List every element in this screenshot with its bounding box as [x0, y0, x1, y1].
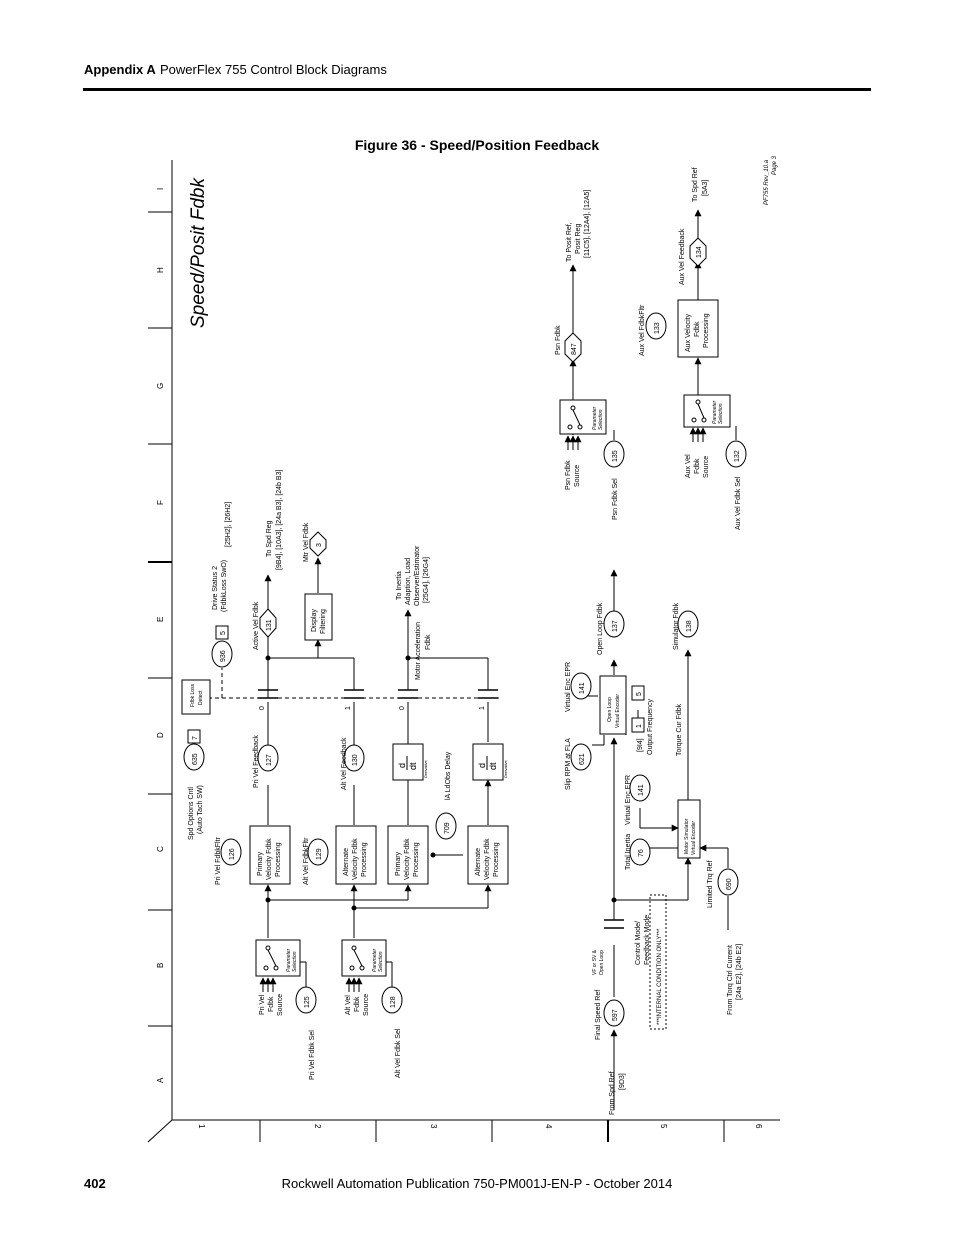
param-126-text: 126 — [229, 848, 236, 860]
motor-accel-fdbk-line1: Motor Acceleration — [415, 622, 422, 680]
to-spd-ref-line2: [5A3] — [702, 179, 709, 196]
from-spd-ref-line1: From Spd Ref — [609, 1071, 616, 1115]
display-filtering-box — [305, 594, 332, 640]
param-135-text: 135 — [612, 450, 619, 462]
col-label-4: 4 — [544, 1124, 553, 1129]
open-loop-fdbk-label: Open Loop Fdbk — [597, 602, 604, 655]
display-filtering-line1: Display — [311, 609, 318, 632]
alt-vel-fdbk-selector — [342, 940, 386, 976]
alternate-derivative-box — [473, 744, 508, 780]
header-appendix: Appendix A — [84, 62, 156, 77]
alt-vel-feedback-label: Alt Vel Feedback — [341, 737, 348, 790]
aux-vel-fdbk-source-line3: Source — [703, 455, 710, 478]
param-1-text: 1 — [636, 724, 643, 728]
alt-vel-fdbk-sel-label: Alt Vel Fdbk Sel — [395, 1028, 402, 1078]
alt-sel-param-label: Parameter — [372, 948, 378, 972]
parameter-diamonds — [260, 238, 706, 637]
output-frequency-line2: Output Frequency — [647, 698, 654, 755]
switch-label-0-accel: 0 — [399, 706, 406, 710]
alternate-accel-line2: Velocity Fdbk — [484, 838, 491, 880]
row-label-g: G — [156, 382, 165, 389]
param-133-text: 133 — [654, 322, 661, 334]
alternate-accel-line3: Processing — [493, 842, 500, 877]
fdbk-loss-line1: Fdbk Loss — [190, 683, 196, 707]
param-597-text: 597 — [612, 1009, 619, 1021]
open-loop-virtual-encoder-box — [600, 676, 626, 734]
alternate-ddt-dt: dt — [488, 762, 498, 770]
to-inertia-line1: To Inertia — [396, 571, 403, 600]
open-loop-ve-line2: Virtual Encoder — [615, 693, 621, 728]
primary-proc-line1: Primary — [257, 851, 264, 876]
pri-vel-fdbk-source-1: Pri Vel — [259, 994, 266, 1015]
primary-ddt-dt: dt — [408, 762, 418, 770]
alternate-proc-line3: Processing — [361, 842, 368, 877]
param-128-text: 128 — [390, 996, 397, 1008]
virtual-enc-epr-label-2: Virtual Enc EPR — [565, 661, 572, 712]
pri-sel-selection-label: Selection — [292, 951, 298, 972]
sheet-label: Page 3 — [772, 155, 778, 175]
psn-fdbk-sel-label: Psn Fdbk Sel — [612, 478, 619, 520]
row-label-c: C — [156, 846, 165, 852]
pri-vel-fdbk-source-2: Fdbk — [268, 996, 275, 1012]
output-frequency-line1: [9I4] — [637, 738, 644, 752]
simulator-fdbk-label: Simulator Fdbk — [673, 602, 680, 650]
primary-accel-line2: Velocity Fdbk — [404, 838, 411, 880]
alternate-proc-line1: Alternate — [343, 847, 350, 876]
alternate-ddt-d: d — [477, 762, 487, 768]
to-posit-ref-line1: To Posit Ref, — [566, 222, 573, 262]
alt-vel-fdbk-source-3: Source — [363, 993, 370, 1016]
alt-sel-selection-label: Selection — [378, 951, 384, 972]
row-label-i: I — [156, 187, 165, 190]
param-134-text: 134 — [696, 246, 703, 258]
param-129-text: 129 — [316, 848, 323, 860]
header-title: PowerFlex 755 Control Block Diagrams — [160, 62, 387, 77]
row-label-h: H — [156, 267, 165, 273]
param-5-text: 5 — [636, 692, 643, 696]
col-label-1: 1 — [197, 1124, 206, 1129]
col-label-2: 2 — [313, 1124, 322, 1129]
aux-proc-line2: Fdbk — [694, 321, 701, 337]
param-709-text: 709 — [444, 822, 451, 834]
to-spd-ref-line1: To Spd Ref — [692, 167, 699, 202]
aux-vel-fdbkfltr-label: Aux Vel FdbkFltr — [639, 304, 646, 356]
row-label-e: E — [156, 616, 165, 622]
psn-fdbk-label: Psn Fdbk — [555, 325, 562, 355]
slip-rpm-fla-label: Slip RPM at FLA — [565, 738, 572, 790]
row-label-b: B — [156, 962, 165, 968]
col-label-3: 3 — [429, 1124, 438, 1129]
motor-simulator-box — [678, 800, 700, 858]
psn-sel-param-label: Parameter — [592, 406, 598, 430]
aux-vel-fdbk-source-line1: Aux Vel — [685, 454, 692, 478]
psn-sel-selection-label: Selection — [598, 409, 604, 430]
param-132-text: 132 — [734, 450, 741, 462]
col-label-6: 6 — [754, 1124, 763, 1129]
row-label-f: F — [156, 500, 165, 505]
col-label-5: 5 — [659, 1124, 668, 1129]
la-ldobs-delay-label: lA LdObs Delay — [445, 751, 452, 800]
grid-row-labels — [156, 188, 165, 1083]
aux-sel-param-label: Parameter — [712, 400, 718, 424]
primary-velocity-fdbk-processing-box — [250, 826, 290, 884]
limited-trq-ref-label: Limited Trq Ref — [707, 860, 714, 908]
parameter-numbers — [192, 246, 741, 1021]
switch-label-1-accel: 1 — [479, 706, 486, 710]
param-621-text: 621 — [579, 753, 586, 765]
drive-status-2-line2: (FdbkLoss SwO) — [221, 559, 228, 612]
param-141a-text: 141 — [638, 784, 645, 796]
fdbk-loss-detect-box — [182, 680, 210, 714]
primary-proc-line2: Velocity Fdbk — [266, 838, 273, 880]
footer-page-number: 402 — [84, 1176, 106, 1191]
primary-accel-line1: Primary — [395, 851, 402, 876]
to-posit-ref-line2: Posit Reg — [575, 223, 582, 254]
to-inertia-line2: Adaption, Load — [405, 557, 412, 605]
total-inertia-label: Total Inertia — [625, 833, 632, 870]
aux-velocity-fdbk-processing-box — [678, 300, 718, 357]
vf-sv-line2: Open Loop — [599, 950, 605, 975]
from-torq-ctrl-line2: [24a E2], [24b E2] — [736, 943, 743, 1000]
pri-vel-fdbk-sel-label: Pri Vel Fdbk Sel — [309, 1030, 316, 1080]
param-127-text: 127 — [266, 754, 273, 766]
motor-sim-line2: Virtual Encoder — [691, 820, 697, 855]
param-847-text: 847 — [571, 343, 578, 355]
grid-col-labels — [197, 1124, 763, 1129]
motor-sim-line1: Motor Simulator — [684, 818, 690, 854]
figure-title: Figure 36 - Speed/Position Feedback — [354, 137, 600, 153]
aux-vel-feedback-label: Aux Vel Feedback — [679, 228, 686, 285]
to-inertia-line3: Observer/Estimator — [414, 545, 421, 606]
param-138-text: 138 — [686, 620, 693, 632]
param-131-text: 131 — [266, 619, 273, 631]
aux-vel-fdbk-source-line2: Fdbk — [694, 458, 701, 474]
param-137-text: 137 — [612, 620, 619, 632]
switch-label-0-primary: 0 — [259, 706, 266, 710]
drive-status-2-ref: [25H2], [26H2] — [225, 501, 232, 547]
pri-vel-fdbkfltr-label: Pri Vel FdbkFltr — [215, 837, 222, 885]
psn-fdbk-selector — [560, 400, 606, 434]
bit-936-text: 5 — [220, 631, 227, 635]
psn-fdbk-source-line1: Psn Fdbk — [565, 460, 572, 490]
param-125-text: 125 — [304, 996, 311, 1008]
switch-bars — [258, 690, 624, 928]
from-torq-ctrl-line1: From Torq Ctrl Current — [727, 945, 734, 1015]
alt-vel-fdbk-source-1: Alt Vel — [345, 995, 352, 1015]
spd-options-line1: Spd Options Cntl — [188, 787, 195, 840]
alternate-accel-fdbk-processing-box — [468, 826, 508, 884]
alternate-derivative-label: Derivative — [503, 760, 508, 778]
param-3-text: 3 — [316, 543, 323, 547]
primary-accel-line3: Processing — [413, 842, 420, 877]
bit-635-text: 7 — [192, 736, 199, 740]
row-label-a: A — [156, 1077, 165, 1083]
primary-derivative-label: Derivative — [423, 760, 428, 778]
final-speed-ref-label: Final Speed Ref — [595, 989, 602, 1040]
page-title: Speed/Posit Fdbk — [188, 178, 209, 328]
to-inertia-line4: [25G4], [26G4] — [423, 557, 430, 603]
footer-publication: Rockwell Automation Publication 750-PM001J-EN-P - October 2014 — [281, 1176, 673, 1191]
alt-vel-fdbkfltr-label: Alt Vel FdbkFltr — [303, 837, 310, 885]
alternate-velocity-fdbk-processing-box — [336, 826, 376, 884]
param-130-text: 130 — [352, 754, 359, 766]
row-label-d: D — [156, 732, 165, 738]
spd-options-line2: (Auto Tach SW) — [197, 785, 204, 834]
primary-ddt-d: d — [397, 762, 407, 768]
alternate-accel-line1: Alternate — [475, 847, 482, 876]
aux-sel-selection-label: Selection — [718, 403, 724, 424]
open-loop-ve-line1: Open Loop — [607, 697, 613, 722]
pri-vel-fdbk-selector — [256, 940, 300, 976]
motor-accel-fdbk-line2: Fdbk — [425, 634, 432, 650]
primary-derivative-box — [393, 744, 428, 780]
mtr-vel-fdbk-label: Mtr Vel Fdbk — [303, 522, 310, 562]
virtual-enc-epr-label-1: Virtual Enc EPR — [625, 774, 632, 825]
alt-vel-fdbk-source-2: Fdbk — [354, 996, 361, 1012]
pri-sel-param-label: Parameter — [286, 948, 292, 972]
param-936-text: 936 — [220, 650, 227, 662]
aux-vel-fdbk-sel-label: Aux Vel Fdbk Sel — [735, 476, 742, 530]
to-spd-reg-line1: To Spd Reg — [266, 520, 273, 557]
vf-sv-line1: VF or SV & — [592, 949, 598, 975]
fdbk-loss-line2: Detect — [198, 690, 204, 705]
param-76-text: 76 — [638, 849, 645, 857]
param-635-text: 635 — [192, 753, 199, 765]
drive-status-2-line1: Drive Status 2 — [212, 566, 219, 610]
display-filtering-line2: Filtering — [320, 609, 327, 634]
psn-fdbk-source-line2: Source — [574, 464, 581, 487]
param-141b-text: 141 — [579, 682, 586, 694]
switch-label-1-alternate: 1 — [345, 706, 352, 710]
torque-cur-fdbk-label: Torque Cur Fdbk — [676, 703, 683, 756]
param-690-text: 690 — [726, 878, 733, 890]
junction-dots — [266, 656, 617, 911]
aux-proc-line3: Processing — [703, 313, 710, 348]
control-mode-line1: Control Mode/ — [635, 921, 642, 965]
to-posit-ref-line3: [11C5], [12A4], [12A5] — [584, 189, 591, 258]
pri-vel-fdbk-source-3: Source — [277, 993, 284, 1016]
primary-accel-fdbk-processing-box — [388, 826, 428, 884]
control-mode-line2: Feedback Mode — [644, 914, 651, 965]
alternate-proc-line2: Velocity Fdbk — [352, 838, 359, 880]
internal-condition-label: ***INTERNAL CONDITION ONLY*** — [657, 928, 663, 1025]
to-spd-reg-line2: [9B4], [10A3], [24a B3], [24b B3] — [276, 469, 283, 570]
aux-proc-line1: Aux Velocity — [685, 313, 692, 352]
pri-vel-feedback-label: Pri Vel Feedback — [253, 735, 260, 788]
active-vel-fdbk-label: Active Vel Fdbk — [253, 601, 260, 650]
from-spd-ref-line2: [9D3] — [619, 1073, 626, 1090]
primary-proc-line3: Processing — [275, 842, 282, 877]
revision-label: PF755 Rev_10.a — [764, 159, 770, 205]
aux-vel-fdbk-selector — [684, 395, 730, 427]
